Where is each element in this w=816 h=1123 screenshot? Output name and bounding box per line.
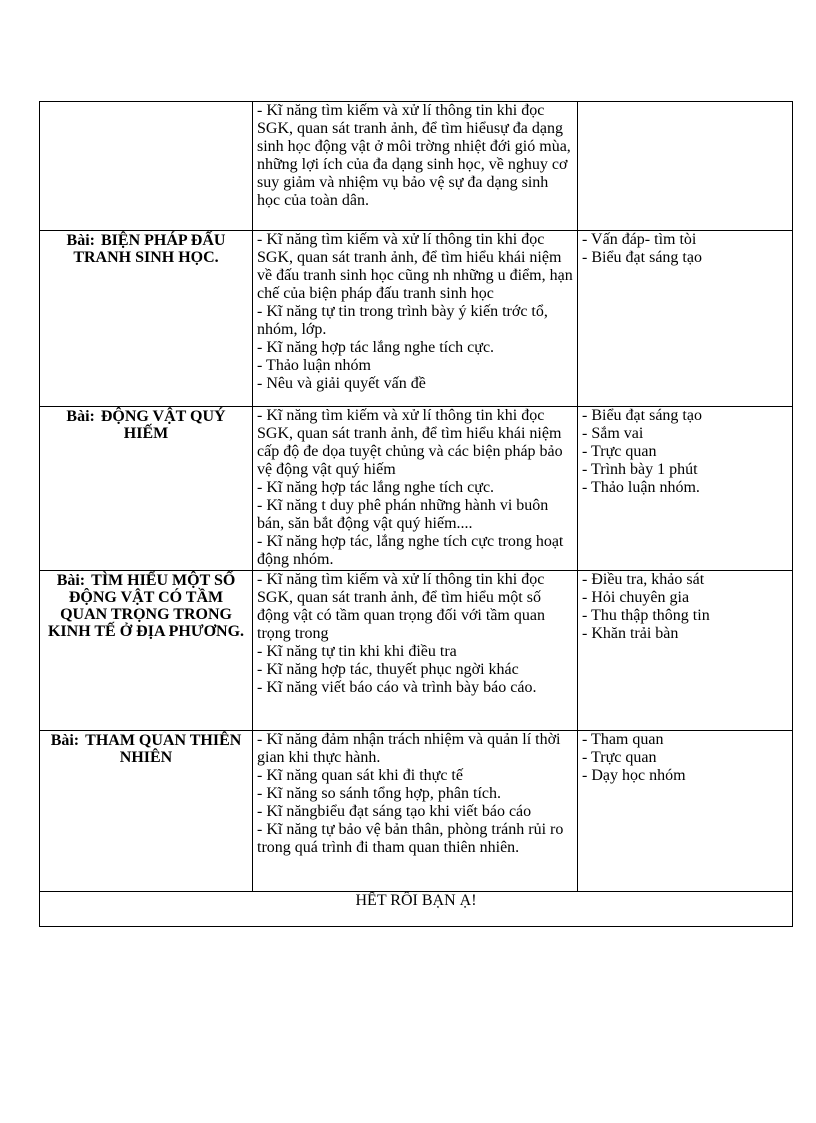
table-row (40, 892, 793, 927)
methods-cell (578, 731, 793, 892)
methods-cell (578, 571, 793, 731)
method-item: - Điều tra, khảo sát (582, 571, 705, 588)
skill-item: - Kĩ năng đảm nhận trách nhiệm và quản lí thời gian khi thực hành. (257, 731, 561, 766)
skill-item: - Kĩ năng so sánh tổng hợp, phân tích. (257, 785, 501, 802)
method-item: - Sắm vai (582, 425, 644, 442)
method-item: - Thu thập thông tin (582, 607, 710, 624)
skill-item: - Kĩ năng tìm kiếm và xử lí thông tin khi đọc SGK, quan sát tranh ảnh, để tìm hiểusự đa dạng sinh học động vật ở môi trờng nhiệt đới gió mùa, những lợi ích của đa dạng sinh học, về nghuy cơ suy giảm và nhiệm vụ bảo vệ sự đa dạng sinh học của toàn dân. (257, 102, 571, 209)
lesson-title-cell (40, 571, 253, 731)
table-row (40, 571, 793, 731)
skill-item: - Kĩ năng hợp tác lắng nghe tích cực. (257, 339, 495, 356)
method-item: - Khăn trải bàn (582, 625, 679, 642)
skill-item: - Kĩ năng tìm kiếm và xử lí thông tin khi đọc SGK, quan sát tranh ảnh, để tìm hiểu khái niệm về đấu tranh sinh học cũng nh những u điểm, hạn chế của biện pháp đấu tranh sinh học (257, 231, 573, 302)
skill-item: - Kĩ năng tìm kiếm và xử lí thông tin khi đọc SGK, quan sát tranh ảnh, để tìm hiểu một số động vật có tầm quan trọng đối với tầm quan trọng trong (257, 571, 545, 642)
table-row (40, 407, 793, 571)
methods-cell (578, 102, 793, 231)
lesson-title-cell (40, 231, 253, 407)
lesson-skills-table (39, 101, 793, 927)
skills-cell (253, 731, 578, 892)
lesson-title (44, 231, 248, 266)
methods-cell (578, 231, 793, 407)
lesson-name: THAM QUAN THIÊN NHIÊN (85, 732, 242, 766)
skill-item: - Kĩ năng tự tin khi khi điều tra (257, 643, 457, 660)
table-row (40, 231, 793, 407)
skills-cell (253, 571, 578, 731)
lesson-title-cell (40, 731, 253, 892)
lesson-title-cell (40, 407, 253, 571)
skills-cell (253, 102, 578, 231)
skill-item: - Kĩ năng tự tin trong trình bày ý kiến trớc tổ, nhóm, lớp. (257, 303, 548, 338)
skill-item: - Kĩ năng hợp tác, lắng nghe tích cực trong hoạt động nhóm. (257, 533, 564, 568)
lesson-prefix: Bài: (66, 408, 95, 425)
closing-note: HẾT RỒI BẠN Ạ! (40, 892, 793, 927)
skill-item: - Kĩ năng tìm kiếm và xử lí thông tin khi đọc SGK, quan sát tranh ảnh, để tìm hiểu khái niệm cấp độ đe dọa tuyệt chủng và các biện pháp bảo vệ động vật quý hiếm (257, 407, 563, 478)
lesson-name: ĐỘNG VẬT QUÝ HIẾM (100, 408, 226, 442)
method-item: - Dạy học nhóm (582, 767, 686, 784)
skill-item: - Kĩ năng hợp tác, thuyết phục ngời khác (257, 661, 519, 678)
skill-item: - Kĩ năng quan sát khi đi thực tế (257, 767, 463, 784)
lesson-title (44, 407, 248, 442)
skill-item: - Nêu và giải quyết vấn đề (257, 375, 426, 392)
methods-cell (578, 407, 793, 571)
lesson-name: TÌM HIỂU MỘT SỐ ĐỘNG VẬT CÓ TẦM QUAN TRỌNG TRONG KINH TẾ Ở ĐỊA PHƯƠNG. (47, 572, 245, 640)
lesson-title (44, 731, 248, 766)
method-item: - Hỏi chuyên gia (582, 589, 690, 606)
skill-item: - Kĩ năng tự bảo vệ bản thân, phòng tránh rủi ro trong quá trình đi tham quan thiên nhiên. (257, 821, 564, 856)
skill-item: - Kĩ năng t duy phê phán những hành vi buôn bán, săn bắt động vật quý hiếm.... (257, 497, 549, 532)
table-row (40, 102, 793, 231)
skill-item: - Kĩ năngbiểu đạt sáng tạo khi viết báo cáo (257, 803, 532, 820)
lesson-title-cell (40, 102, 253, 231)
method-item: - Thảo luận nhóm. (582, 479, 700, 496)
skill-item: - Kĩ năng viết báo cáo và trình bày báo cáo. (257, 679, 537, 696)
method-item: - Trực quan (582, 443, 657, 460)
method-item: - Biểu đạt sáng tạo (582, 407, 702, 424)
method-item: - Vấn đáp- tìm tòi (582, 231, 697, 248)
method-item: - Trình bày 1 phút (582, 461, 698, 478)
lesson-prefix: Bài: (66, 232, 95, 249)
lesson-prefix: Bài: (56, 572, 86, 589)
method-item: - Biểu đạt sáng tạo (582, 249, 702, 266)
method-item: - Trực quan (582, 749, 657, 766)
skills-cell (253, 407, 578, 571)
table-row (40, 731, 793, 892)
skill-item: - Kĩ năng hợp tác lắng nghe tích cực. (257, 479, 495, 496)
skills-cell (253, 231, 578, 407)
method-item: - Tham quan (582, 731, 664, 748)
lesson-title (44, 571, 248, 640)
skill-item: - Thảo luận nhóm (257, 357, 371, 374)
lesson-name: BIỆN PHÁP ĐẤU TRANH SINH HỌC. (73, 232, 226, 266)
lesson-prefix: Bài: (50, 732, 80, 749)
